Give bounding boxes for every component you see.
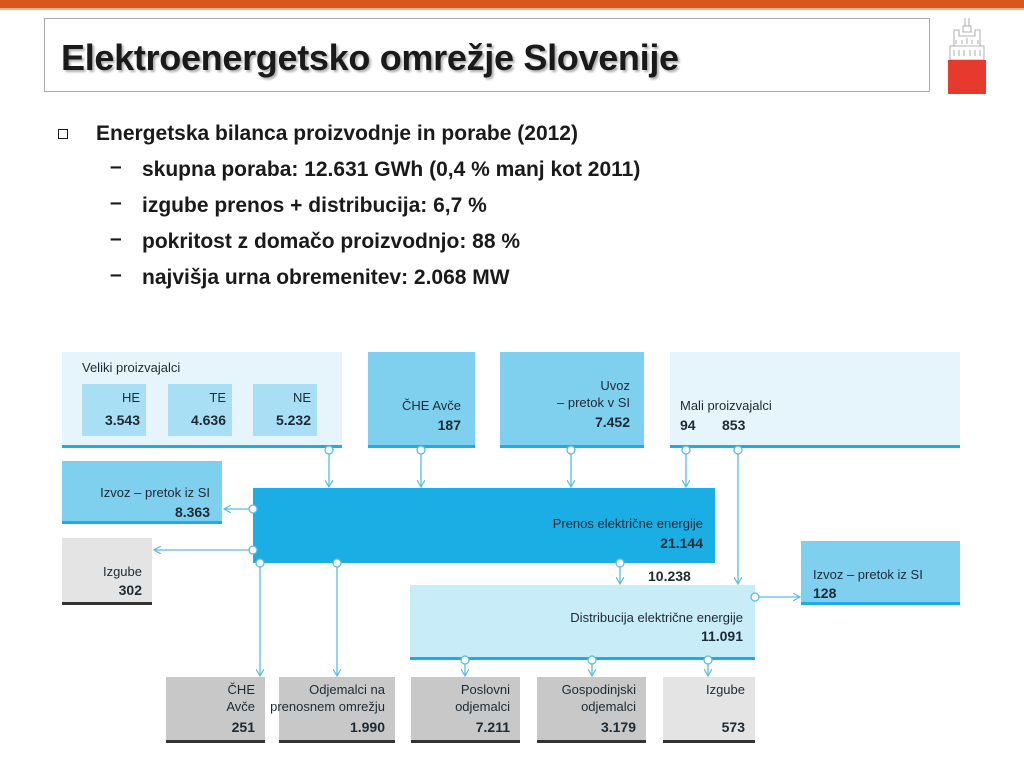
connector-node (461, 656, 469, 664)
he-value: 3.543 (104, 412, 140, 428)
connector-node (682, 446, 690, 454)
import-sublabel: – pretok v SI (557, 395, 630, 410)
connector-node (616, 559, 624, 567)
bottom-box-value: 573 (721, 719, 745, 735)
ne-label: NE (292, 390, 311, 405)
distribution-value: 11.091 (700, 628, 743, 644)
import-value: 7.452 (594, 414, 630, 430)
flow-value-label: 10.238 (648, 568, 691, 584)
distribution-label: Distribucija električne energije (570, 610, 743, 625)
bottom-box-label: Poslovni (460, 682, 510, 697)
losses-left-value: 302 (118, 582, 142, 598)
transmission-value: 21.144 (660, 535, 703, 551)
sub-bullet-text: pokritost z domačo proizvodnjo: 88 % (142, 230, 521, 253)
small-producers-value-2: 853 (722, 417, 746, 433)
connector-node (704, 656, 712, 664)
connector-node (751, 593, 759, 601)
he-label: HE (121, 390, 140, 405)
te-label: TE (209, 390, 226, 405)
slide-title: Elektroenergetsko omrežje Slovenije (61, 37, 679, 78)
connector-node (734, 446, 742, 454)
dash-bullet-icon: – (110, 191, 122, 214)
bottom-box-value: 251 (231, 719, 255, 735)
bottom-box-label: ČHE (227, 682, 255, 697)
ne-value: 5.232 (275, 412, 311, 428)
sub-bullet-text: najvišja urna obremenitev: 2.068 MW (142, 266, 510, 289)
connector-node (417, 446, 425, 454)
che-avce-top-value: 187 (437, 417, 461, 433)
sub-bullet-text: izgube prenos + distribucija: 6,7 % (142, 194, 487, 217)
transmission-label: Prenos električne energije (552, 516, 703, 531)
bottom-box-sublabel: Avče (226, 699, 255, 714)
connector-node (249, 546, 257, 554)
dash-bullet-icon: – (110, 227, 122, 250)
export-left-label: Izvoz – pretok iz SI (100, 485, 210, 500)
bottom-box-sublabel: odjemalci (581, 699, 636, 714)
bottom-box-sublabel: odjemalci (455, 699, 510, 714)
bottom-box-label: Izgube (705, 682, 745, 697)
connector-node (256, 559, 264, 567)
large-producers-label: Veliki proizvajalci (82, 360, 181, 375)
bullet-main-text: Energetska bilanca proizvodnje in porabe (2012) (96, 122, 578, 145)
small-producers-label: Mali proizvajalci (680, 398, 772, 413)
dash-bullet-icon: – (110, 263, 122, 286)
bottom-box-value: 3.179 (600, 719, 636, 735)
che-avce-top-label: ČHE Avče (401, 398, 461, 413)
bottom-box-label: Gospodinjski (561, 682, 636, 697)
connector-node (249, 505, 257, 513)
small-producers-value-1: 94 (680, 417, 696, 433)
losses-left-label: Izgube (102, 564, 142, 579)
connector-node (588, 656, 596, 664)
export-right-label: Izvoz – pretok iz SI (813, 567, 923, 582)
export-left-value: 8.363 (174, 504, 210, 520)
import-label: Uvoz (600, 378, 630, 393)
bottom-box-value: 1.990 (349, 719, 385, 735)
te-value: 4.636 (190, 412, 226, 428)
sub-bullet-text: skupna poraba: 12.631 GWh (0,4 % manj kot 2011) (142, 158, 641, 181)
bottom-box-sublabel: prenosnem omrežju (270, 699, 385, 714)
connector-node (325, 446, 333, 454)
dash-bullet-icon: – (110, 155, 122, 178)
bottom-box-label: Odjemalci na (309, 682, 385, 697)
bottom-box-value: 7.211 (475, 719, 510, 735)
connector-node (567, 446, 575, 454)
export-right-value: 128 (813, 585, 837, 601)
connector-node (333, 559, 341, 567)
